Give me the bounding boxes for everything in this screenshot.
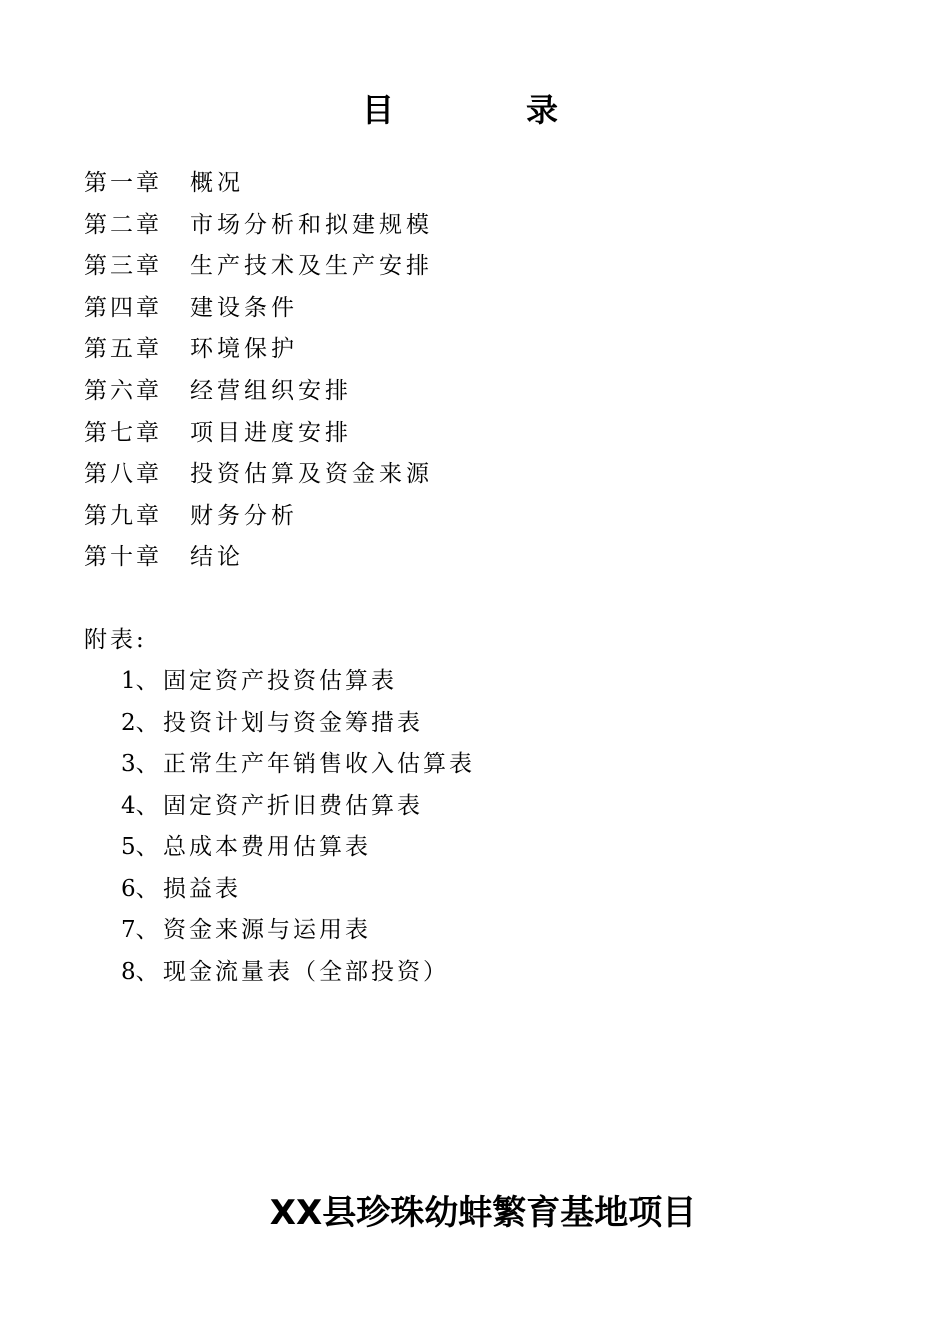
appendix-item <box>121 830 475 872</box>
appendix-title: 资金来源与运用表 <box>163 917 371 943</box>
appendix-title: 正常生产年销售收入估算表 <box>163 751 475 777</box>
chapter-item <box>84 499 433 541</box>
chapter-item <box>84 166 433 208</box>
appendix-title: 总成本费用估算表 <box>163 834 371 860</box>
chapter-item <box>84 540 433 582</box>
appendix-title: 固定资产折旧费估算表 <box>163 792 423 819</box>
appendix-number: 5、 <box>121 834 159 860</box>
chapter-title: 环境保护 <box>190 336 298 363</box>
appendix-item <box>121 872 475 914</box>
chapter-title: 概况 <box>190 170 244 196</box>
chapter-item <box>84 291 433 333</box>
chapter-number: 第七章 <box>84 419 162 446</box>
appendix-title: 投资计划与资金筹措表 <box>163 709 423 736</box>
chapter-number: 第二章 <box>84 211 162 238</box>
chapter-number: 第六章 <box>84 377 162 404</box>
toc-title: 目 录 <box>361 91 608 129</box>
chapter-item <box>84 208 433 250</box>
appendix-heading: 附表: <box>84 627 147 653</box>
appendix-list <box>121 664 475 996</box>
appendix-number: 1、 <box>121 668 159 694</box>
chapter-number: 第五章 <box>84 336 162 363</box>
appendix-number: 3、 <box>121 751 159 777</box>
chapter-title: 财务分析 <box>190 502 298 529</box>
chapter-title: 生产技术及生产安排 <box>190 253 433 280</box>
appendix-item <box>121 789 475 831</box>
appendix-title: 固定资产投资估算表 <box>163 668 397 694</box>
chapter-number: 第八章 <box>84 461 162 488</box>
appendix-title: 损益表 <box>163 875 241 902</box>
chapter-number: 第十章 <box>84 544 162 571</box>
appendix-number: 2、 <box>121 709 159 736</box>
chapter-item <box>84 332 433 374</box>
chapter-item <box>84 249 433 291</box>
appendix-item <box>121 664 475 706</box>
chapter-number: 第三章 <box>84 253 162 280</box>
chapter-number: 第一章 <box>84 170 162 196</box>
chapter-title: 市场分析和拟建规模 <box>190 211 433 238</box>
chapter-item <box>84 457 433 499</box>
chapter-title: 建设条件 <box>190 294 298 321</box>
chapter-title: 项目进度安排 <box>190 419 352 446</box>
appendix-number: 6、 <box>121 875 159 902</box>
appendix-item <box>121 706 475 748</box>
chapter-number: 第九章 <box>84 502 162 529</box>
chapter-title: 经营组织安排 <box>190 377 352 404</box>
chapter-list <box>84 166 433 582</box>
chapter-item <box>84 416 433 458</box>
appendix-item <box>121 913 475 955</box>
chapter-number: 第四章 <box>84 294 162 321</box>
project-title: XX县珍珠幼蚌繁育基地项目 <box>269 1193 697 1233</box>
chapter-title: 投资估算及资金来源 <box>190 461 433 488</box>
appendix-number: 7、 <box>121 917 159 943</box>
chapter-title: 结论 <box>190 544 244 571</box>
appendix-title: 现金流量表（全部投资） <box>163 958 449 985</box>
appendix-number: 4、 <box>121 792 159 819</box>
chapter-item <box>84 374 433 416</box>
appendix-number: 8、 <box>121 958 159 985</box>
appendix-item <box>121 747 475 789</box>
appendix-item <box>121 955 475 997</box>
